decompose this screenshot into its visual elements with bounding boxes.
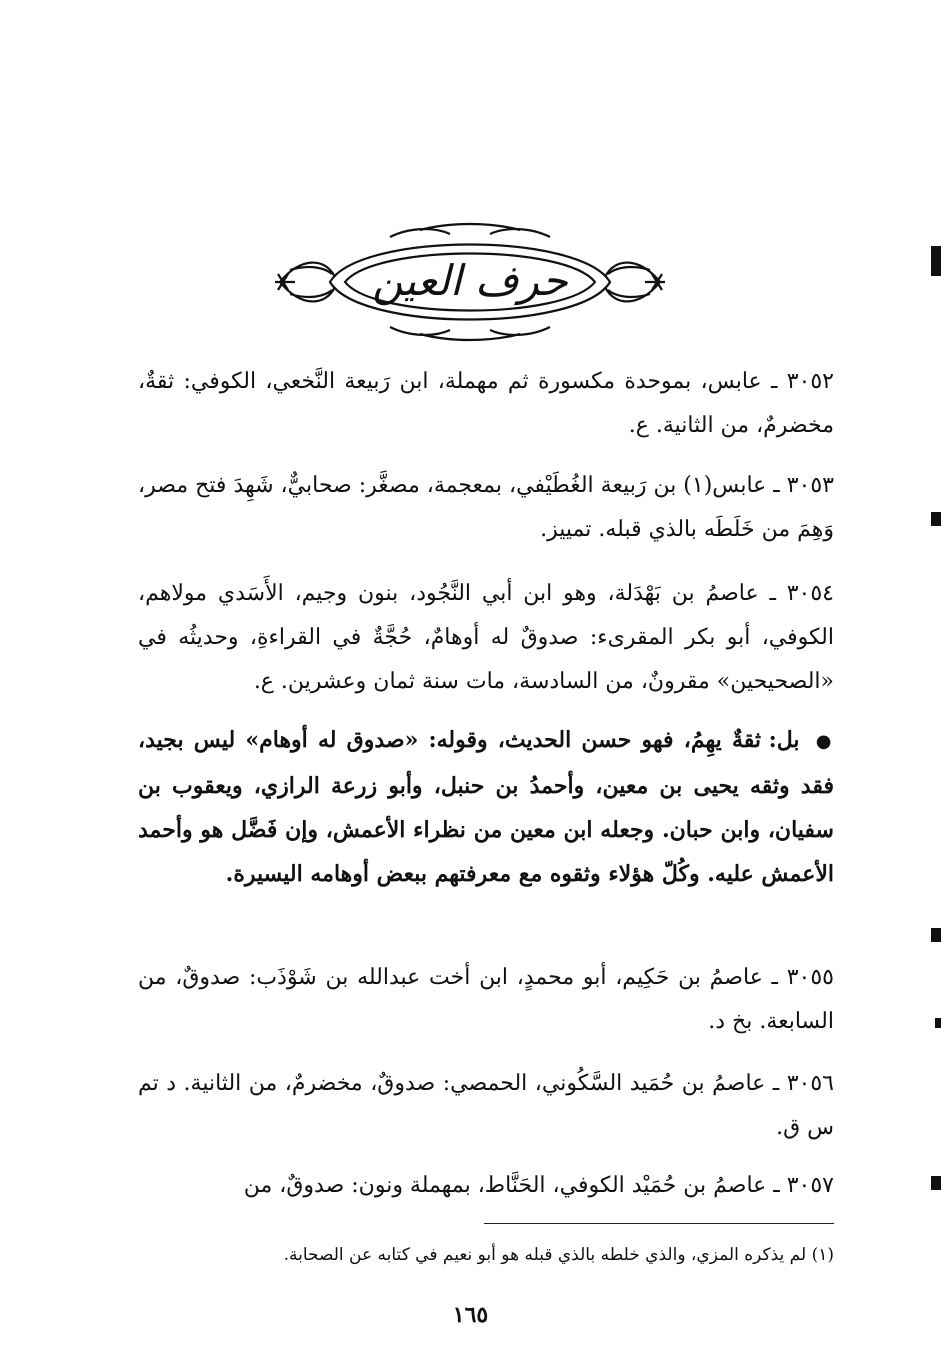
footnote: (١) لم يذكره المزي، والذي خلطه بالذي قبله هو أبو نعيم في كتابه عن الصحابة.	[283, 1245, 834, 1265]
entry-text: ٣٠٥٤ ـ عاصمُ بن بَهْدَلة، وهو ابن أبي النَّجُود، بنون وجيم، الأَسَدي مولاهم، الكوفي، أبو بكر المقرىء: صدوقٌ له أوهامٌ، حُجَّةٌ في القراءةِ، وحديثُه في «الصحيحين» مقرونٌ، من السادسة، مات سنة ثمان وعشرين. ع.	[138, 581, 834, 694]
chapter-heading: حرف العين	[372, 256, 568, 305]
edge-mark	[931, 1176, 941, 1190]
chapter-heading-ornament	[270, 222, 670, 342]
footnote-divider	[484, 1223, 834, 1224]
editor-comment	[138, 718, 834, 896]
entry-text: ٣٠٥٣ ـ عابس(١) بن رَبيعة الغُطَيْفي، بمعجمة، مصغَّر: صحابيٌّ، شَهِدَ فتح مصر، وَهِمَ من خَلَطَه بالذي قبله. تمييز.	[138, 473, 834, 542]
entry-3053	[138, 464, 834, 552]
entry-3055	[138, 956, 834, 1044]
comment-text: بل: ثقةٌ يهِمُ، فهو حسن الحديث، وقوله: «صدوق له أوهام» ليس بجيد، فقد وثقه يحيى بن معين، وأحمدُ بن حنبل، وأبو زرعة الرازي، ويعقوب بن سفيان، وابن حبان. وجعله ابن معين من نظراء الأعمش، وإن فَضَّل هو وأحمد الأعمش عليه. وكُلّ هؤلاء وثقوه مع معرفتهم ببعض أوهامه اليسيرة.	[138, 727, 834, 887]
entry-3052	[138, 360, 834, 448]
entry-text: ٣٠٥٧ ـ عاصمُ بن حُمَيْد الكوفي، الحَنَّاط، بمهملة ونون: صدوقٌ، من	[243, 1173, 834, 1198]
entry-3057	[138, 1164, 834, 1208]
edge-mark	[931, 246, 941, 276]
edge-mark	[935, 1018, 941, 1028]
page-number: ١٦٥	[452, 1302, 489, 1328]
entry-text: ٣٠٥٥ ـ عاصمُ بن حَكِيم، أبو محمدٍ، ابن أخت عبدالله بن شَوْذَب: صدوقٌ، من السابعة. بخ د.	[138, 965, 834, 1034]
entry-text: ٣٠٥٢ ـ عابس، بموحدة مكسورة ثم مهملة، ابن رَبيعة النَّخعي، الكوفي: ثقةٌ، مخضرمٌ، من الثانية. ع.	[138, 369, 834, 438]
entry-3054	[138, 572, 834, 704]
edge-mark	[931, 512, 941, 526]
entry-text: ٣٠٥٦ ـ عاصمُ بن حُمَيد السَّكُوني، الحمصي: صدوقٌ، مخضرمٌ، من الثانية. د تم س ق.	[138, 1071, 834, 1140]
edge-mark	[931, 928, 941, 942]
bullet-icon: ●	[815, 731, 834, 752]
entry-3056	[138, 1062, 834, 1150]
